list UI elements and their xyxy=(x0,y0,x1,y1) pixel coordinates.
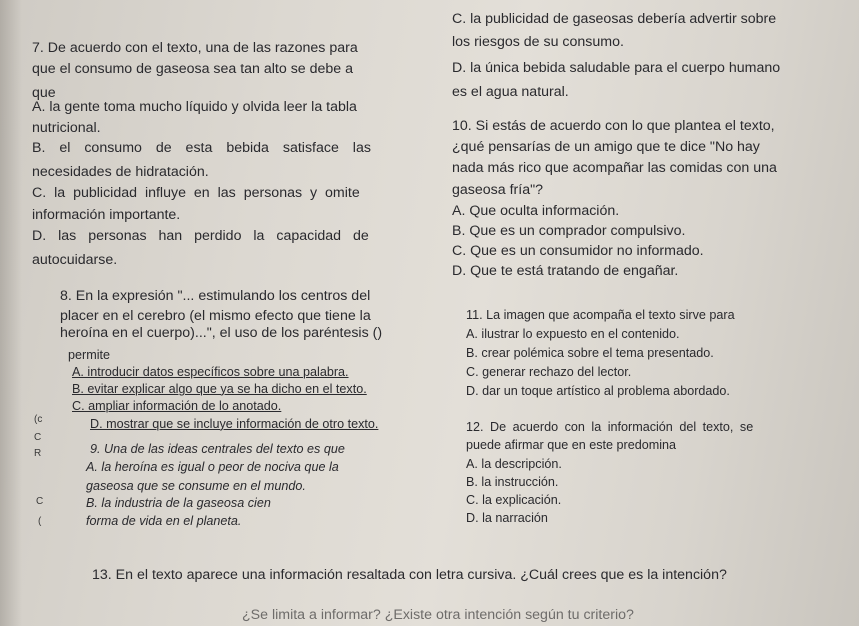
q9-option-a-line-2: gaseosa que se consume en el mundo. xyxy=(86,479,306,493)
q7-option-d-right-line-1[interactable]: D. la única bebida saludable para el cuerpo humano xyxy=(452,60,781,76)
q8-stem-line-3: heroína en el cuerpo)...", el uso de los paréntesis () xyxy=(60,325,383,341)
q7-option-b-line-1[interactable]: B. el consumo de esta bebida satisface las xyxy=(32,140,371,156)
q7-option-b-line-2: necesidades de hidratación. xyxy=(32,164,209,180)
q11-option-a[interactable]: A. ilustrar lo expuesto en el contenido. xyxy=(466,327,680,341)
q11-option-d[interactable]: D. dar un toque artístico al problema abordado. xyxy=(466,384,730,398)
q7-stem-line-2: que el consumo de gaseosa sea tan alto se debe a xyxy=(32,61,354,77)
q10-stem-line-3: nada más rico que acompañar las comidas con una xyxy=(452,160,777,176)
q12-option-a[interactable]: A. la descripción. xyxy=(466,457,562,471)
q12-option-c[interactable]: C. la explicación. xyxy=(466,493,562,507)
margin-mark-5: ( xyxy=(38,516,42,527)
q7-option-c-right-line-1[interactable]: C. la publicidad de gaseosas debería advertir sobre xyxy=(452,11,777,27)
q9-stem: 9. Una de las ideas centrales del texto es que xyxy=(90,442,345,456)
q7-option-a-line-1[interactable]: A. la gente toma mucho líquido y olvida leer la tabla xyxy=(32,99,357,115)
page-edge-shadow xyxy=(0,0,22,626)
q12-stem-line-1: 12. De acuerdo con la información del texto, se xyxy=(466,420,754,434)
q7-option-d-line-2: autocuidarse. xyxy=(32,252,118,268)
q12-stem-line-2: puede afirmar que en este predomina xyxy=(466,438,677,452)
q8-option-a[interactable]: A. introducir datos específicos sobre una palabra. xyxy=(72,365,349,379)
margin-mark-1: (c xyxy=(34,414,43,425)
q7-stem-line-3: que xyxy=(32,85,56,101)
q10-stem-line-4: gaseosa fría"? xyxy=(452,182,544,198)
q10-option-c[interactable]: C. Que es un consumidor no informado. xyxy=(452,243,704,259)
q7-option-c-line-1[interactable]: C. la publicidad influye en las personas y omite xyxy=(32,185,360,201)
q11-option-c[interactable]: C. generar rechazo del lector. xyxy=(466,365,632,379)
q10-stem-line-1: 10. Si estás de acuerdo con lo que plantea el texto, xyxy=(452,118,775,134)
q11-stem: 11. La imagen que acompaña el texto sirve para xyxy=(466,308,735,322)
margin-mark-3: R xyxy=(34,448,42,459)
q7-option-d-right-line-2: es el agua natural. xyxy=(452,84,569,100)
q7-stem-line-1: 7. De acuerdo con el texto, una de las razones para xyxy=(32,40,358,56)
q10-option-a[interactable]: A. Que oculta información. xyxy=(452,203,620,219)
q7-option-d-line-1[interactable]: D. las personas han perdido la capacidad de xyxy=(32,228,369,244)
q8-stem-line-4: permite xyxy=(68,348,110,362)
q10-option-d[interactable]: D. Que te está tratando de engañar. xyxy=(452,263,679,279)
q8-stem-line-2: placer en el cerebro (el mismo efecto que tiene la xyxy=(60,308,371,324)
q8-option-b[interactable]: B. evitar explicar algo que ya se ha dicho en el texto. xyxy=(72,382,367,396)
q11-option-b[interactable]: B. crear polémica sobre el tema presentado. xyxy=(466,346,714,360)
q12-option-b[interactable]: B. la instrucción. xyxy=(466,475,559,489)
q9-option-b-line-1[interactable]: B. la industria de la gaseosa cien xyxy=(86,496,271,510)
q8-option-d[interactable]: D. mostrar que se incluye información de otro texto. xyxy=(90,417,379,431)
q10-stem-line-2: ¿qué pensarías de un amigo que te dice "No hay xyxy=(452,139,760,155)
q13-line-1: 13. En el texto aparece una información resaltada con letra cursiva. ¿Cuál crees que es la intención? xyxy=(92,567,727,583)
q10-option-b[interactable]: B. Que es un comprador compulsivo. xyxy=(452,223,686,239)
q9-option-a-line-1[interactable]: A. la heroína es igual o peor de nociva que la xyxy=(86,460,339,474)
q9-option-b-line-2: forma de vida en el planeta. xyxy=(86,514,242,528)
q7-option-c-right-line-2: los riesgos de su consumo. xyxy=(452,34,624,50)
q12-option-d[interactable]: D. la narración xyxy=(466,511,548,525)
q7-option-c-line-2: información importante. xyxy=(32,207,181,223)
q7-option-a-line-2: nutricional. xyxy=(32,120,101,136)
margin-mark-2: C xyxy=(34,432,42,443)
q8-stem-line-1: 8. En la expresión "... estimulando los centros del xyxy=(60,288,371,304)
margin-mark-4: C xyxy=(36,496,44,507)
q13-line-2: ¿Se limita a informar? ¿Existe otra intención según tu criterio? xyxy=(242,607,634,623)
q8-option-c[interactable]: C. ampliar información de lo anotado. xyxy=(72,399,282,413)
